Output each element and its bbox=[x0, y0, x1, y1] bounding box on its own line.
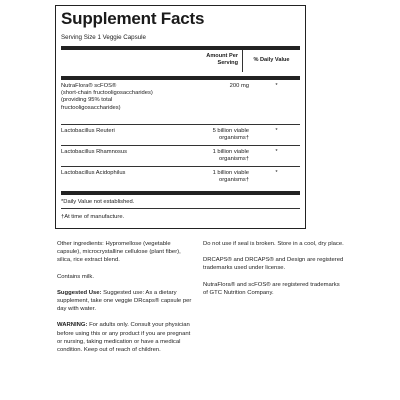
ingredient-name: fructooligosaccharides) bbox=[61, 104, 121, 111]
ingredient-amount: 1 billion viable bbox=[212, 170, 249, 176]
amount-header: Amount Per Serving bbox=[206, 53, 238, 66]
ingredient-dv: * bbox=[275, 83, 278, 89]
drcaps-trademark: DRCAPS® and DRCAPS® and Design are registered trademarks used under license. bbox=[203, 257, 344, 272]
left-info-column bbox=[57, 240, 195, 362]
ingredient-amount: 200 mg bbox=[229, 83, 249, 89]
suggested-use-text: Suggested use: As a dietary supplement, take one veggie DRcaps® capsule per day with water. bbox=[57, 289, 192, 313]
ingredient-name: Lactobacillus Acidophilus bbox=[61, 170, 126, 176]
ingredient-dv: * bbox=[275, 149, 278, 155]
ingredient-name: (providing 95% total bbox=[61, 97, 113, 104]
warning bbox=[57, 321, 195, 354]
ingredient-amount: 1 billion viable bbox=[212, 149, 249, 155]
facts-row-rhamnosus bbox=[61, 146, 300, 166]
ingredient-amount: 5 billion viable bbox=[212, 128, 249, 134]
ingredient-amount: organisms† bbox=[219, 156, 249, 163]
facts-header-row bbox=[61, 50, 300, 76]
supplement-facts-panel bbox=[55, 5, 306, 229]
other-ingredients: Other ingredients: Hypromellose (vegetable capsule), microcrystalline cellulose (plant fiber), silica, rice extract blend. bbox=[57, 241, 181, 264]
ingredient-name: Lactobacillus Rhamnosus bbox=[61, 149, 128, 155]
warning-label: WARNING: bbox=[57, 322, 88, 329]
ingredient-name: (short-chain fructooligosaccharides) bbox=[61, 90, 153, 97]
serving-size: Serving Size 1 Veggie Capsule bbox=[61, 34, 146, 41]
ingredient-amount: organisms† bbox=[219, 177, 249, 184]
ingredient-dv: * bbox=[275, 170, 278, 176]
right-info-column bbox=[203, 240, 345, 305]
nutraflora-trademark: NutraFlora® and scFOS® are registered trademarks of GTC Nutrition Company. bbox=[203, 281, 340, 296]
warning-text: For adults only. Consult your physician before using this or any product if you are pregnant or nursing, taking medication or have a medical condition. Keep out of reach of children. bbox=[57, 322, 191, 354]
facts-row-reuteri bbox=[61, 125, 300, 145]
facts-row-nutraflora bbox=[61, 80, 300, 124]
ingredient-amount: organisms† bbox=[219, 135, 249, 142]
ingredient-dv: * bbox=[275, 128, 278, 134]
facts-row-acidophilus bbox=[61, 167, 300, 187]
daily-value-header: % Daily Value bbox=[242, 50, 300, 72]
allergen-notice: Contains milk. bbox=[57, 273, 94, 280]
suggested-use-label: Suggested Use: bbox=[57, 289, 102, 296]
seal-storage-notice: Do not use if seal is broken. Store in a cool, dry place. bbox=[203, 241, 344, 247]
facts-title: Supplement Facts bbox=[61, 9, 205, 28]
suggested-use bbox=[57, 289, 195, 314]
footnote-daily-value: *Daily Value not established. bbox=[61, 199, 135, 205]
footnote-manufacture: †At time of manufacture. bbox=[61, 214, 125, 220]
ingredient-name: NutraFlora® scFOS® bbox=[61, 83, 117, 89]
ingredient-name: Lactobacillus Reuteri bbox=[61, 128, 115, 134]
